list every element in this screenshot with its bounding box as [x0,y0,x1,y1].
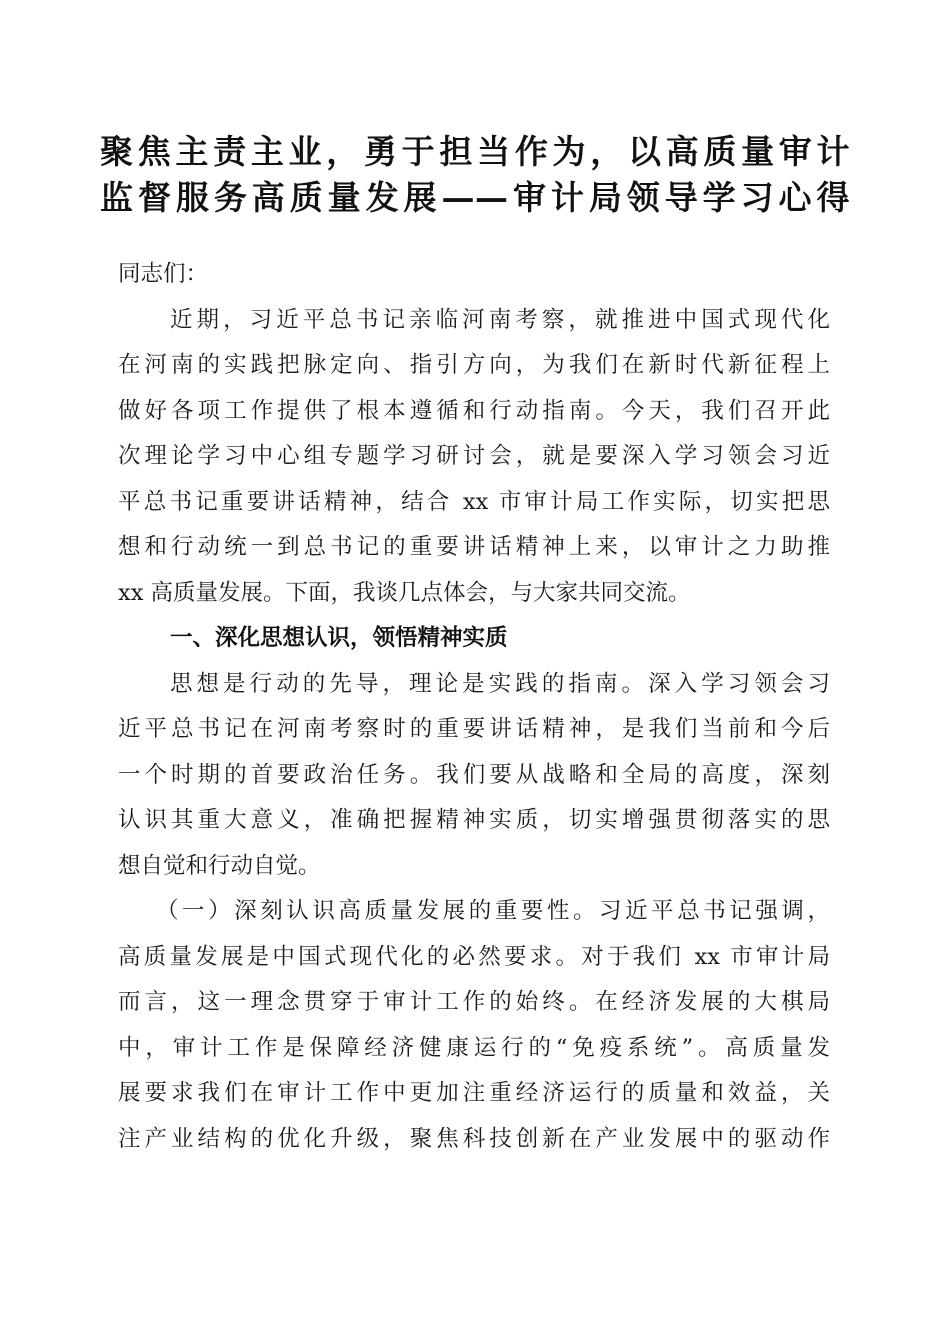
title-line: 监督服务高质量发展——审计局领导学习心得 [100,177,850,217]
paragraph-line: 高质量发展是中国式现代化的必然要求。对于我们 xx 市审计局 [118,943,830,970]
paragraph-line: 思想是行动的先导，理论是实践的指南。深入学习领会习 [170,670,830,697]
paragraph-line: 而言，这一理念贯穿于审计工作的始终。在经济发展的大棋局 [118,989,830,1015]
section-heading: 一、深化思想认识，领悟精神实质 [170,625,508,651]
paragraph-line: 认识其重大意义，准确把握精神实质，切实增强贯彻落实的思 [118,807,830,833]
paragraph-line: 近平总书记在河南考察时的重要讲话精神，是我们当前和今后 [118,716,830,742]
paragraph-line: 平总书记重要讲话精神，结合 xx 市审计局工作实际，切实把思 [118,488,830,515]
paragraph-section1 [118,662,830,890]
paragraph-line: 一个时期的首要政治任务。我们要从战略和全局的高度，深刻 [118,761,830,788]
paragraph-line: （一）深刻认识高质量发展的重要性。习近平总书记强调， [156,898,830,924]
document-body [118,252,830,1162]
paragraph-subsection1 [118,889,830,1162]
paragraph-line: 在河南的实践把脉定向、指引方向，为我们在新时代新征程上 [118,352,830,378]
title-line: 聚焦主责主业，勇于担当作为，以高质量审计 [100,132,850,171]
paragraph-line: 想自觉和行动自觉。 [118,852,321,879]
paragraph-line: 做好各项工作提供了根本遵循和行动指南。今天，我们召开此 [118,397,830,424]
paragraph-line: xx 高质量发展。下面，我谈几点体会，与大家共同交流。 [118,579,691,606]
document-title [100,128,850,219]
paragraph-intro [118,298,830,617]
paragraph-line: 次理论学习中心组专题学习研讨会，就是要深入学习领会习近 [118,443,830,469]
paragraph-line: 注产业结构的优化升级，聚焦科技创新在产业发展中的驱动作 [118,1125,830,1152]
paragraph-line: 展要求我们在审计工作中更加注重经济运行的质量和效益，关 [118,1080,830,1106]
salutation: 同志们： [118,261,209,287]
paragraph-line: 想和行动统一到总书记的重要讲话精神上来，以审计之力助推 [118,534,830,560]
paragraph-line: 中，审计工作是保障经济健康运行的“免疫系统”。高质量发 [118,1034,830,1061]
paragraph-line: 近期，习近平总书记亲临河南考察，就推进中国式现代化 [170,306,830,333]
